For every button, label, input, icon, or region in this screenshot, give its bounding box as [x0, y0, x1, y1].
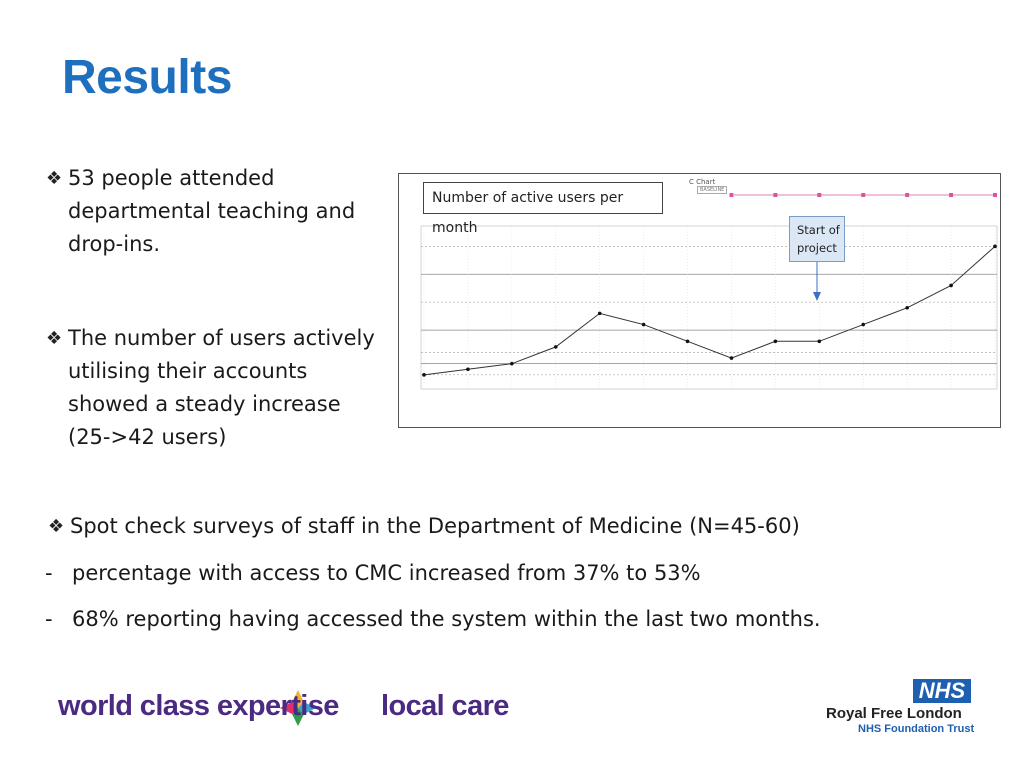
data-point [730, 356, 734, 360]
data-point [642, 323, 646, 327]
dash-line-text: percentage with access to CMC increased from 37% to 53% [72, 561, 701, 585]
tagline [58, 690, 509, 723]
survey-result-usage [45, 604, 821, 634]
data-point [598, 312, 602, 316]
data-point [905, 306, 909, 310]
bullet-active-users [46, 322, 381, 454]
diamond-bullet-icon: ❖ [46, 328, 63, 349]
data-point [466, 367, 470, 371]
survey-result-access [45, 558, 701, 588]
dash-line-text: 68% reporting having accessed the system within the last two months. [72, 607, 821, 631]
data-point [949, 284, 953, 288]
slide-title: Results [62, 51, 232, 104]
data-point [993, 245, 997, 249]
chart-title: Number of active users per month [423, 182, 663, 214]
data-point [861, 323, 865, 327]
annotation-arrow-head [813, 292, 821, 301]
active-users-chart [398, 173, 1001, 428]
dash-marker: - [45, 607, 53, 631]
data-point [554, 345, 558, 349]
control-limit-marker [905, 193, 909, 197]
tagline-left: world class expertise [58, 690, 339, 722]
diamond-bullet-icon: ❖ [48, 516, 65, 537]
data-point [686, 340, 690, 344]
control-limit-marker [729, 193, 733, 197]
chart-type-label: C Chart [689, 178, 716, 186]
nhs-logo: NHS [913, 679, 971, 703]
control-limit-marker [861, 193, 865, 197]
diamond-bullet-icon: ❖ [46, 168, 63, 189]
organisation-name: Royal Free London [826, 705, 962, 722]
data-point [422, 373, 426, 377]
bullet-text: The number of users actively utilising their accounts showed a steady increase (25->42 users) [68, 326, 375, 449]
bullet-surveys [48, 510, 848, 543]
control-limit-marker [817, 193, 821, 197]
tagline-right: local care [381, 690, 509, 722]
data-point [774, 340, 778, 344]
control-limit-marker [773, 193, 777, 197]
control-limit-marker [949, 193, 953, 197]
organisation-subtitle: NHS Foundation Trust [858, 723, 975, 735]
dash-marker: - [45, 561, 53, 585]
bullet-attendance [46, 162, 376, 261]
chart-baseline-label: BASELINE [697, 186, 727, 194]
control-limit-marker [993, 193, 997, 197]
start-of-project-annotation: Start of project [789, 216, 845, 262]
bullet-text: 53 people attended departmental teaching and drop-ins. [68, 166, 356, 256]
series-line [424, 246, 995, 374]
data-point [510, 362, 514, 366]
data-point [818, 340, 822, 344]
bullet-text: Spot check surveys of staff in the Department of Medicine (N=45-60) [70, 514, 800, 538]
